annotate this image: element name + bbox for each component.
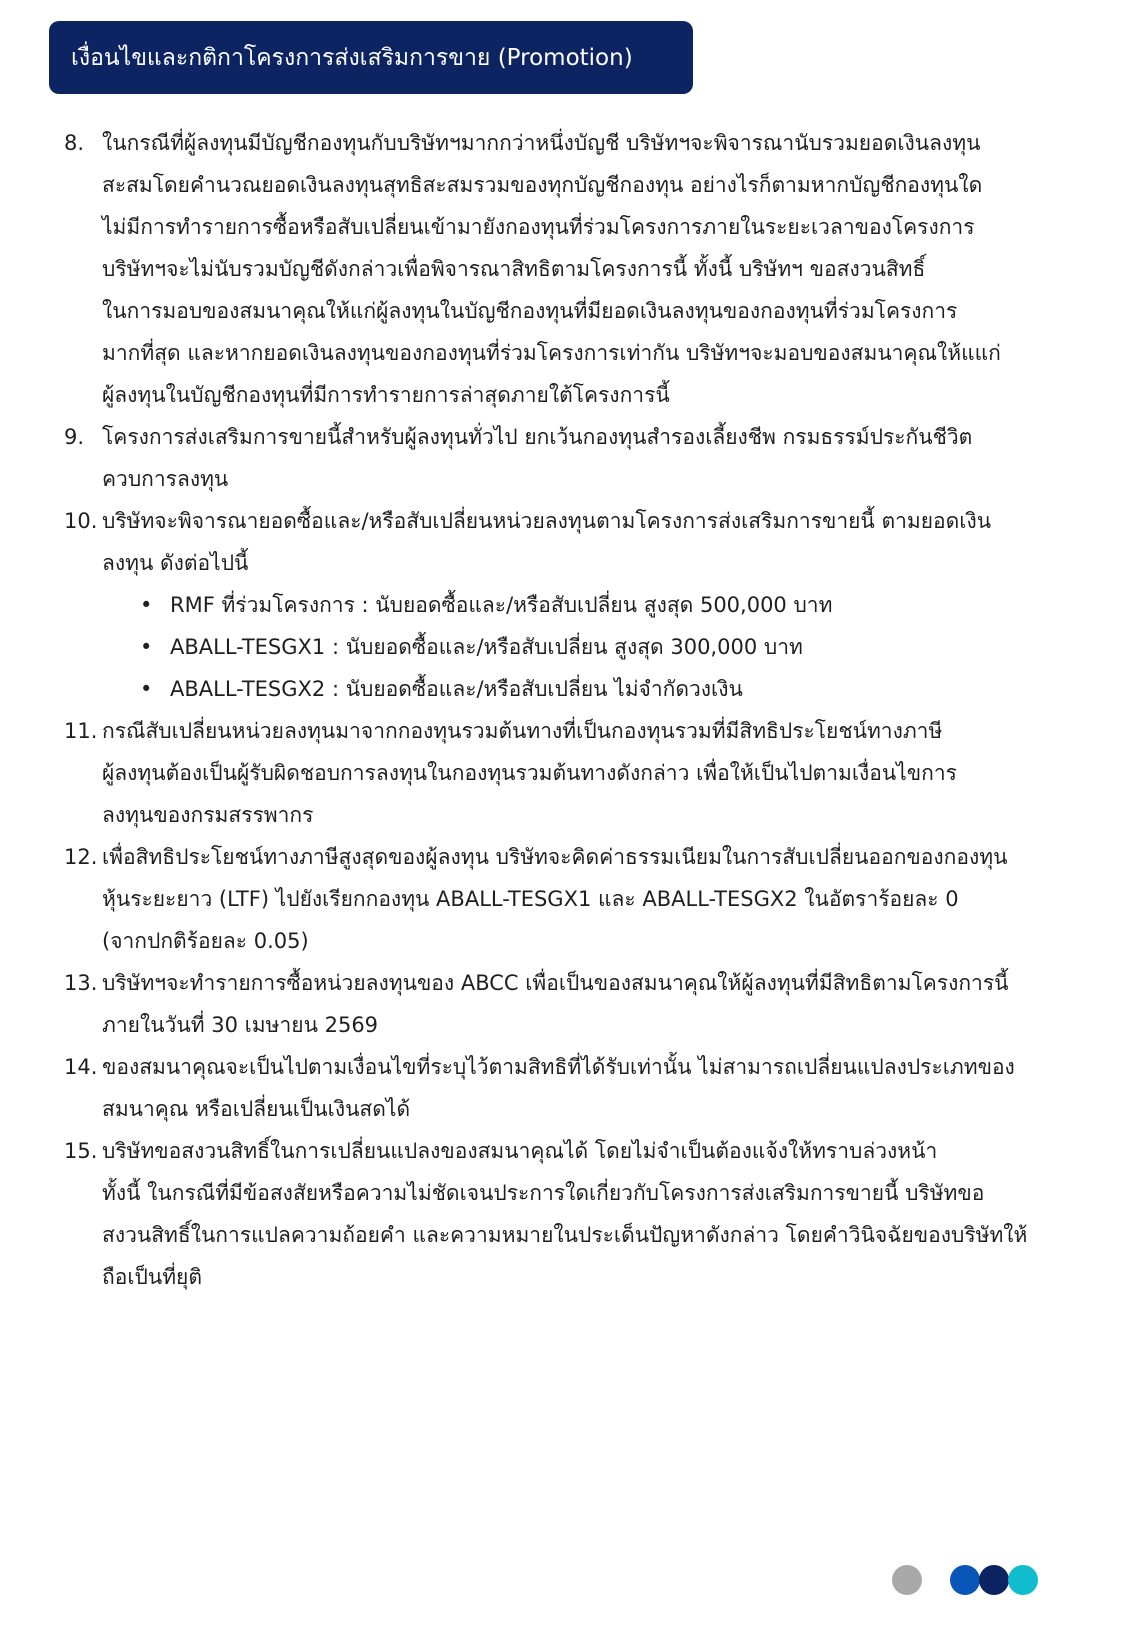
bullet-text: RMF ที่ร่วมโครงการ : นับยอดซื้อและ/หรือสับเปลี่ยน สูงสุด 500,000 บาท: [170, 593, 833, 617]
terms-item: [64, 1130, 1084, 1298]
bullet-list: [140, 584, 1084, 710]
item-text: [102, 836, 1084, 962]
text-line: บริษัทฯจะไม่นับรวมบัญชีดังกล่าวเพื่อพิจารณาสิทธิตามโครงการนี้ ทั้งนี้ บริษัทฯ ขอสงวนสิทธิ์: [102, 257, 926, 281]
text-line: ในการมอบของสมนาคุณให้แก่ผู้ลงทุนในบัญชีกองทุนที่มียอดเงินลงทุนของกองทุนที่ร่วมโครงการ: [102, 299, 958, 323]
text-line: ทั้งนี้ ในกรณีที่มีข้อสงสัยหรือความไม่ชัดเจนประการใดเกี่ยวกับโครงการส่งเสริมการขายนี้ บริษัทขอ: [102, 1181, 985, 1205]
text-line: สงวนสิทธิ์ในการแปลความถ้อยคำ และความหมายในประเด็นปัญหาดังกล่าว โดยคำวินิจฉัยของบริษัทให้: [102, 1223, 1028, 1247]
terms-item: [64, 710, 1084, 836]
terms-item: [64, 1046, 1084, 1130]
decorative-dot-icon: [892, 1565, 922, 1595]
text-line: เพื่อสิทธิประโยชน์ทางภาษีสูงสุดของผู้ลงทุน บริษัทจะคิดค่าธรรมเนียมในการสับเปลี่ยนออกของกองทุน: [102, 845, 1008, 869]
item-text: [102, 962, 1084, 1046]
text-line: มากที่สุด และหากยอดเงินลงทุนของกองทุนที่ร่วมโครงการเท่ากัน บริษัทฯจะมอบของสมนาคุณให้แแก่: [102, 341, 1001, 365]
item-number: 15.: [64, 1139, 98, 1163]
bullet-item: [140, 626, 1084, 668]
text-line: สมนาคุณ หรือเปลี่ยนเป็นเงินสดได้: [102, 1097, 411, 1121]
item-number: 12.: [64, 845, 98, 869]
bullet-item: [140, 668, 1084, 710]
text-line: กรณีสับเปลี่ยนหน่วยลงทุนมาจากกองทุนรวมต้นทางที่เป็นกองทุนรวมที่มีสิทธิประโยชน์ทางภาษี: [102, 719, 943, 743]
terms-item: [64, 962, 1084, 1046]
text-line: ลงทุนของกรมสรรพากร: [102, 803, 314, 827]
text-line: ภายในวันที่ 30 เมษายน 2569: [102, 1013, 379, 1037]
text-line: ของสมนาคุณจะเป็นไปตามเงื่อนไขที่ระบุไว้ตามสิทธิที่ได้รับเท่านั้น ไม่สามารถเปลี่ยนแปลงประเภทของ: [102, 1055, 1015, 1079]
item-number: 14.: [64, 1055, 98, 1079]
bullet-icon: •: [140, 635, 153, 659]
item-number: 11.: [64, 719, 98, 743]
text-line: ผู้ลงทุนต้องเป็นผู้รับผิดชอบการลงทุนในกองทุนรวมต้นทางดังกล่าว เพื่อให้เป็นไปตามเงื่อนไขการ: [102, 761, 957, 785]
item-text: [102, 710, 1084, 836]
text-line: บริษัทฯจะทำรายการซื้อหน่วยลงทุนของ ABCC เพื่อเป็นของสมนาคุณให้ผู้ลงทุนที่มีสิทธิตามโครงการนี้: [102, 971, 1009, 995]
text-line: ไม่มีการทำรายการซื้อหรือสับเปลี่ยนเข้ามายังกองทุนที่ร่วมโครงการภายในระยะเวลาของโครงการ: [102, 215, 975, 239]
item-text: [102, 416, 1084, 500]
item-text: [102, 1046, 1084, 1130]
text-line: ในกรณีที่ผู้ลงทุนมีบัญชีกองทุนกับบริษัทฯมากกว่าหนึ่งบัญชี บริษัทฯจะพิจารณานับรวมยอดเงินลงทุน: [102, 131, 981, 155]
text-line: (จากปกติร้อยละ 0.05): [102, 929, 309, 953]
page-title: เงื่อนไขและกติกาโครงการส่งเสริมการขาย (Promotion): [71, 44, 633, 71]
terms-item: [64, 500, 1084, 584]
bullet-item: [140, 584, 1084, 626]
bullet-icon: •: [140, 677, 153, 701]
bullet-text: ABALL-TESGX2 : นับยอดซื้อและ/หรือสับเปลี่ยน ไม่จำกัดวงเงิน: [170, 677, 743, 701]
text-line: โครงการส่งเสริมการขายนี้สำหรับผู้ลงทุนทั่วไป ยกเว้นกองทุนสำรองเลี้ยงชีพ กรมธรรม์ประกันชีวิต: [102, 425, 973, 449]
item-number: 8.: [64, 131, 85, 155]
text-line: บริษัทจะพิจารณายอดซื้อและ/หรือสับเปลี่ยนหน่วยลงทุนตามโครงการส่งเสริมการขายนี้ ตามยอดเงิน: [102, 509, 992, 533]
decorative-dot-icon: [979, 1565, 1009, 1595]
terms-item: [64, 416, 1084, 500]
item-text: [102, 500, 1084, 584]
text-line: ถือเป็นที่ยุติ: [102, 1265, 202, 1289]
item-number: 13.: [64, 971, 98, 995]
text-line: สะสมโดยคำนวณยอดเงินลงทุนสุทธิสะสมรวมของทุกบัญชีกองทุน อย่างไรก็ตามหากบัญชีกองทุนใด: [102, 173, 983, 197]
decorative-dot-icon: [950, 1565, 980, 1595]
text-line: ควบการลงทุน: [102, 467, 229, 491]
item-number: 10.: [64, 509, 98, 533]
text-line: บริษัทขอสงวนสิทธิ์ในการเปลี่ยนแปลงของสมนาคุณได้ โดยไม่จำเป็นต้องแจ้งให้ทราบล่วงหน้า: [102, 1139, 938, 1163]
bullet-icon: •: [140, 593, 153, 617]
header-bar: [49, 21, 693, 94]
terms-list: [64, 122, 1084, 1298]
terms-item: [64, 836, 1084, 962]
item-text: [102, 122, 1084, 416]
text-line: ผู้ลงทุนในบัญชีกองทุนที่มีการทำรายการล่าสุดภายใต้โครงการนี้: [102, 383, 670, 407]
decorative-dot-icon: [1008, 1565, 1038, 1595]
bullet-text: ABALL-TESGX1 : นับยอดซื้อและ/หรือสับเปลี่ยน สูงสุด 300,000 บาท: [170, 635, 803, 659]
item-text: [102, 1130, 1084, 1298]
item-number: 9.: [64, 425, 85, 449]
terms-item: [64, 122, 1084, 416]
text-line: หุ้นระยะยาว (LTF) ไปยังเรียกกองทุน ABALL-TESGX1 และ ABALL-TESGX2 ในอัตราร้อยละ 0: [102, 887, 959, 911]
text-line: ลงทุน ดังต่อไปนี้: [102, 551, 249, 575]
